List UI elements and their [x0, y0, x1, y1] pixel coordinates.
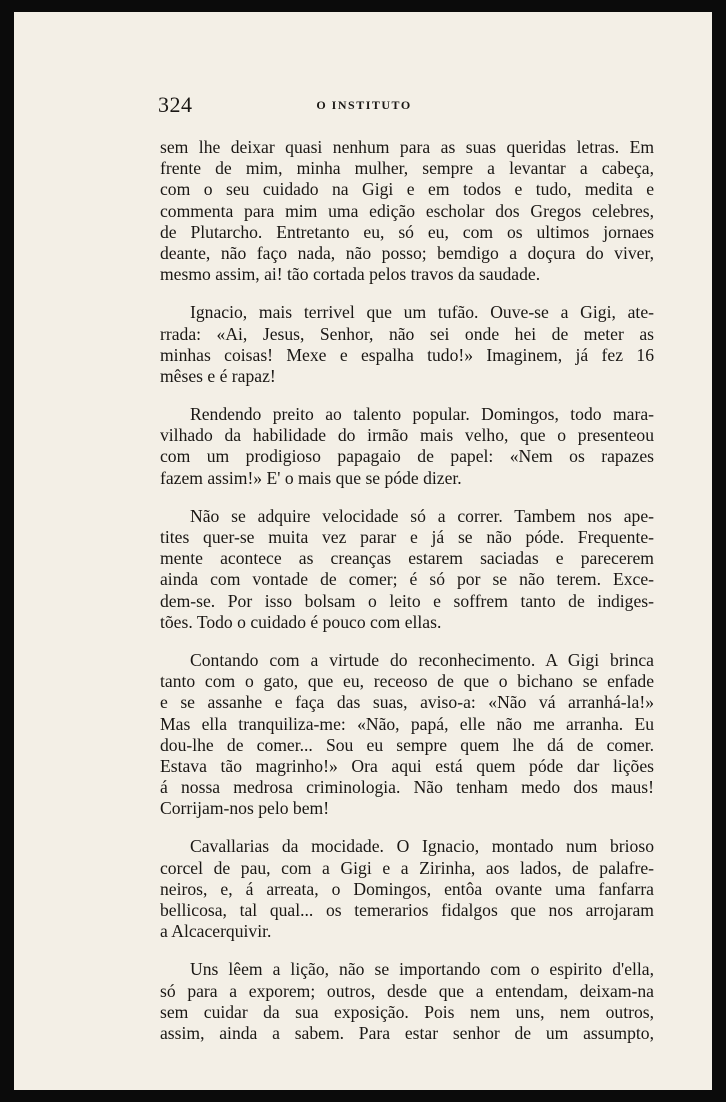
- page-body: [160, 137, 654, 1061]
- text-line: sem lhe deixar quasi nenhum para as suas queridas letras. Em: [160, 137, 654, 157]
- paragraph-7: [160, 959, 654, 1044]
- paragraph-2: [160, 302, 654, 387]
- text-line: com o seu cuidado na Gigi e em todos e tudo, medita e: [160, 179, 654, 200]
- page-header: [158, 92, 570, 122]
- text-line: e se assanhe e faça das suas, aviso-a: «Não vá arranhá-la!»: [160, 692, 654, 713]
- text-line: Mas ella tranquiliza-me: «Não, papá, elle não me arranha. Eu: [160, 713, 654, 734]
- text-line: commenta para mim uma edição escholar dos Gregos celebres,: [160, 200, 654, 221]
- running-title: O INSTITUTO: [316, 98, 412, 112]
- text-line: só para a exporem; outros, desde que a entendam, deixam-na: [160, 980, 654, 1001]
- text-line: Ignacio, mais terrivel que um tufão. Ouve-se a Gigi, ate-: [190, 302, 654, 323]
- text-line: Rendendo preito ao talento popular. Domingos, todo mara-: [190, 404, 654, 425]
- text-line: deante, não faço nada, não posso; bemdigo a doçura do viver,: [160, 242, 654, 263]
- text-line: Estava tão magrinho!» Ora aqui está quem póde dar lições: [160, 755, 654, 776]
- text-line: tões. Todo o cuidado é pouco com ellas.: [160, 611, 442, 632]
- text-line: com um prodigioso papagaio de papel: «Nem os rapazes: [160, 446, 654, 467]
- text-line: tites quer-se muita vez parar e já se não póde. Frequente-: [160, 527, 654, 547]
- text-line: á nossa medrosa criminologia. Não tenham medo dos maus!: [160, 777, 654, 798]
- text-line: sem cuidar da sua exposição. Pois nem uns, nem outros,: [160, 1001, 654, 1022]
- text-line: vilhado da habilidade do irmão mais velho, que o presenteou: [160, 425, 654, 446]
- text-line: mente acontece as creanças estarem saciadas e parecerem: [160, 548, 654, 569]
- text-line: Uns lêem a lição, não se importando com o espirito d'ella,: [190, 959, 654, 980]
- paragraph-5: [160, 650, 654, 820]
- text-line: Cavallarias da mocidade. O Ignacio, montado num brioso: [190, 836, 654, 857]
- text-line: dem-se. Por isso bolsam o leito e soffrem tanto de indiges-: [160, 590, 654, 611]
- text-line: mesmo assim, ai! tão cortada pelos travos da saudade.: [160, 264, 541, 285]
- text-line: assim, ainda a sabem. Para estar senhor de um assumpto,: [160, 1022, 654, 1043]
- text-line: dou-lhe de comer... Sou eu sempre quem lhe dá de comer.: [160, 734, 654, 755]
- text-line: Corrijam-nos pelo bem!: [160, 798, 330, 819]
- text-line: frente de mim, minha mulher, sempre a levantar a cabeça,: [160, 158, 654, 179]
- paragraph-3: [160, 404, 654, 489]
- paragraph-4: [160, 506, 654, 633]
- text-line: fazem assim!» E' o mais que se póde dizer.: [160, 467, 462, 488]
- text-line: tanto com o gato, que eu, receoso de que o bichano se enfade: [160, 671, 654, 692]
- text-line: corcel de pau, com a Gigi e a Zirinha, aos lados, de palafre-: [160, 857, 654, 878]
- text-line: a Alcacerquivir.: [160, 921, 272, 942]
- text-line: Não se adquire velocidade só a correr. Tambem nos ape-: [190, 505, 654, 526]
- text-line: mêses e é rapaz!: [160, 365, 276, 386]
- book-page: [14, 12, 712, 1090]
- text-line: de Plutarcho. Entretanto eu, só eu, com os ultimos jornaes: [160, 221, 654, 242]
- paragraph-6: [160, 836, 654, 942]
- text-line: minhas coisas! Mexe e espalha tudo!» Imaginem, já fez 16: [160, 344, 654, 365]
- text-line: ainda com vontade de comer; é só por se não terem. Exce-: [160, 569, 654, 590]
- text-line: rrada: «Ai, Jesus, Senhor, não sei onde hei de meter as: [160, 323, 654, 344]
- text-line: neiros, e, á arreata, o Domingos, entôa ovante uma fanfarra: [160, 878, 654, 899]
- text-line: Contando com a virtude do reconhecimento. A Gigi brinca: [190, 649, 654, 670]
- paragraph-1: [160, 137, 654, 285]
- page-number: 324: [158, 92, 193, 117]
- text-line: bellicosa, tal qual... os temerarios fidalgos que nos arrojaram: [160, 900, 654, 920]
